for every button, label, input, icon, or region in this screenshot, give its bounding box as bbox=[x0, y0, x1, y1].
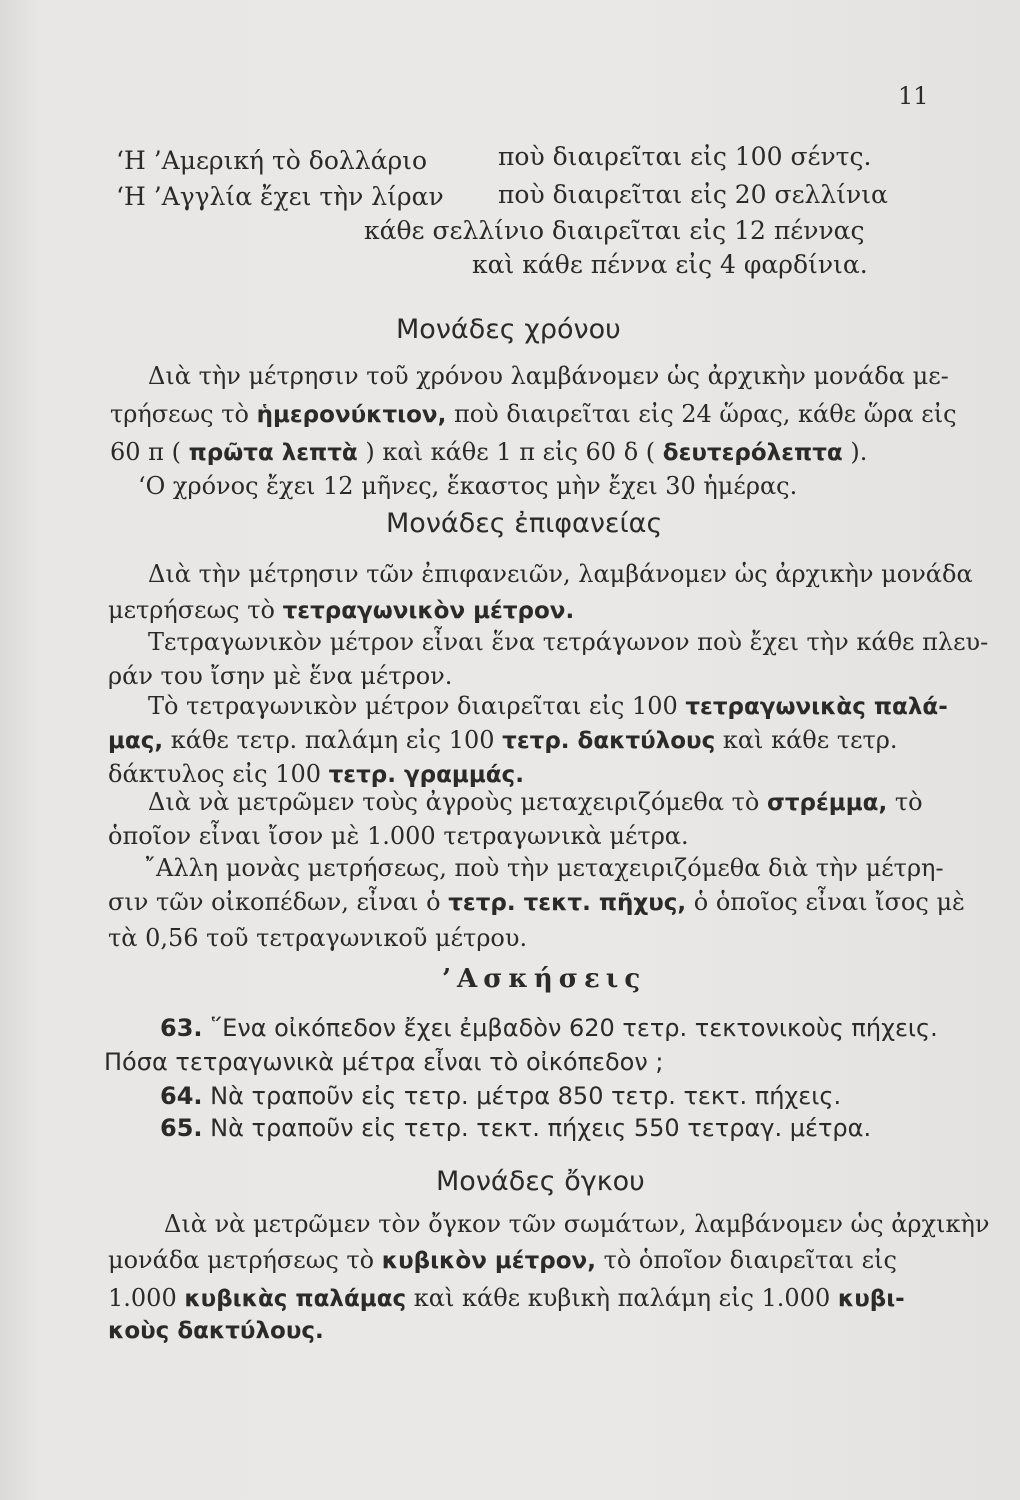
currency-england-left: ‘Η ’Αγγλία ἔχει τὴν λίραν bbox=[116, 182, 444, 211]
surface-line-12: τὰ 0,56 τοῦ τετραγωνικοῦ μέτρου. bbox=[108, 924, 528, 952]
currency-america-left: ‘Η ’Αμερική τὸ δολλάριο bbox=[116, 146, 427, 175]
surface-line-3: Τετραγωνικὸν μέτρον εἶναι ἕνα τετράγωνον ποὺ ἔχει τὴν κάθε πλευ- bbox=[148, 628, 989, 656]
surface-line-6: μας, κάθε τετρ. παλάμη εἰς 100 τετρ. δακτύλους καὶ κάθε τετρ. bbox=[108, 726, 898, 754]
exercise-64-number: 64. bbox=[160, 1082, 203, 1110]
time-line-2: τρήσεως τὸ ἡμερονύκτιον, ποὺ διαιρεῖται εἰς 24 ὥρας, κάθε ὥρα εἰς bbox=[110, 400, 957, 428]
time-line-3: 60 π ( πρῶτα λεπτὰ ) καὶ κάθε 1 π εἰς 60 δ ( δευτερόλεπτα ). bbox=[110, 438, 868, 466]
surface-line-8: Διὰ νὰ μετρῶμεν τοὺς ἀγροὺς μεταχειριζόμεθα τὸ στρέμμα, τὸ bbox=[148, 788, 923, 816]
exercise-63-number: 63. bbox=[160, 1014, 203, 1042]
exercise-65: 65. Νὰ τραποῦν εἰς τετρ. τεκτ. πήχεις 550 τετραγ. μέτρα. bbox=[160, 1114, 872, 1142]
heading-time-units: Μονάδες χρόνου bbox=[396, 314, 621, 345]
surface-line-10: ῎Αλλη μονὰς μετρήσεως, ποὺ τὴν μεταχειριζόμεθα διὰ τὴν μέτρη- bbox=[144, 854, 944, 882]
volume-line-1: Διὰ νὰ μετρῶμεν τὸν ὄγκον τῶν σωμάτων, λαμβάνομεν ὡς ἀρχικὴν bbox=[164, 1210, 990, 1238]
heading-surface-units: Μονάδες ἐπιφανείας bbox=[386, 508, 663, 539]
surface-line-1: Διὰ τὴν μέτρησιν τῶν ἐπιφανειῶν, λαμβάνομεν ὡς ἀρχικὴν μονάδα bbox=[148, 560, 973, 588]
volume-line-2: μονάδα μετρήσεως τὸ κυβικὸν μέτρον, τὸ ὁποῖον διαιρεῖται εἰς bbox=[108, 1246, 897, 1274]
surface-line-4: ράν του ἴσην μὲ ἕνα μέτρον. bbox=[108, 662, 453, 690]
surface-line-5: Τὸ τετραγωνικὸν μέτρον διαιρεῖται εἰς 100 τετραγωνικὰς παλά- bbox=[148, 692, 948, 720]
heading-exercises: ’Ασκήσεις bbox=[442, 964, 647, 994]
currency-shilling: κάθε σελλίνιο διαιρεῖται εἰς 12 πέννας bbox=[364, 216, 865, 245]
surface-line-11: σιν τῶν οἰκοπέδων, εἶναι ὁ τετρ. τεκτ. πῆχυς, ὁ ὁποῖος εἶναι ἴσος μὲ bbox=[108, 888, 965, 916]
currency-england-right: ποὺ διαιρεῖται εἰς 20 σελλίνια bbox=[498, 180, 888, 209]
exercise-65-number: 65. bbox=[160, 1114, 203, 1142]
exercise-63-line-1: 63. ῞Ενα οἰκόπεδον ἔχει ἐμβαδὸν 620 τετρ. τεκτονικοὺς πήχεις. bbox=[160, 1014, 938, 1042]
time-line-4: ‘Ο χρόνος ἔχει 12 μῆνες, ἕκαστος μὴν ἔχει 30 ἡμέρας. bbox=[138, 472, 798, 500]
currency-penny: καὶ κάθε πέννα εἰς 4 φαρδίνια. bbox=[472, 250, 868, 279]
currency-america-right: ποὺ διαιρεῖται εἰς 100 σέντς. bbox=[498, 142, 872, 171]
exercise-64: 64. Νὰ τραποῦν εἰς τετρ. μέτρα 850 τετρ. τεκτ. πήχεις. bbox=[160, 1082, 842, 1110]
volume-line-4: κοὺς δακτύλους. bbox=[108, 1318, 324, 1344]
surface-line-7: δάκτυλος εἰς 100 τετρ. γραμμάς. bbox=[108, 760, 524, 788]
surface-line-9: ὁποῖον εἶναι ἴσον μὲ 1.000 τετραγωνικὰ μέτρα. bbox=[108, 822, 689, 850]
exercise-63-line-2: Πόσα τετραγωνικὰ μέτρα εἶναι τὸ οἰκόπεδον ; bbox=[104, 1048, 664, 1076]
surface-line-2: μετρήσεως τὸ τετραγωνικὸν μέτρον. bbox=[108, 596, 575, 624]
page-number: 11 bbox=[898, 82, 929, 110]
heading-volume-units: Μονάδες ὄγκου bbox=[436, 1166, 645, 1197]
time-line-1: Διὰ τὴν μέτρησιν τοῦ χρόνου λαμβάνομεν ὡς ἀρχικὴν μονάδα με- bbox=[148, 362, 949, 390]
volume-line-3: 1.000 κυβικὰς παλάμας καὶ κάθε κυβικὴ παλάμη εἰς 1.000 κυβι- bbox=[108, 1284, 905, 1312]
